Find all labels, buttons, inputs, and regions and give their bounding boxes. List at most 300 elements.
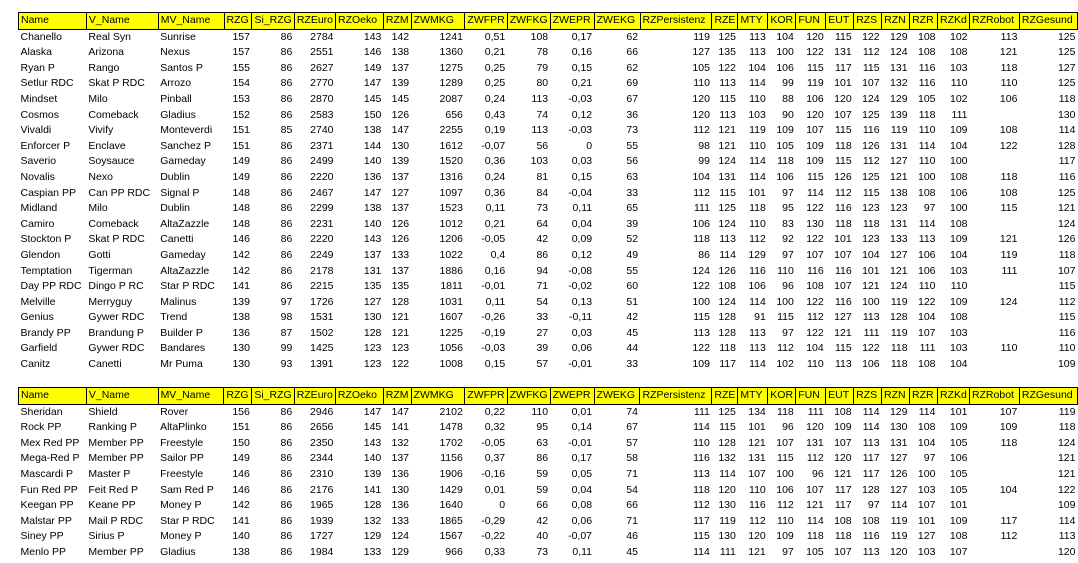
cell-rzm: 141 — [391, 421, 410, 434]
cell-rzn: 119 — [890, 295, 908, 308]
cell-rzgesund: 113 — [1058, 530, 1076, 543]
table-row — [19, 545, 1078, 561]
cell-kor: 115 — [777, 452, 794, 465]
table-row — [19, 483, 1078, 499]
cell-zwepr: -0,01 — [568, 436, 593, 449]
cell-zwfkg: 64 — [536, 217, 549, 230]
column-header-zwepr: ZWEPR — [550, 13, 594, 30]
cell-zwfkg: 40 — [536, 530, 549, 543]
cell-rze: 113 — [719, 77, 736, 90]
cell-rzn: 120 — [889, 545, 908, 558]
cell-v-name: Keane PP — [88, 499, 136, 512]
cell-mty: 116 — [749, 499, 766, 512]
column-header-rzrobot: RZRobot — [970, 13, 1020, 30]
cell-rzpersistenz: 100 — [692, 295, 710, 308]
cell-kor: 115 — [777, 311, 794, 324]
cell-rzr: 104 — [918, 311, 936, 324]
cell-fun: 109 — [806, 155, 824, 168]
cell-rzkd: 105 — [949, 483, 968, 496]
cell-si-rzg: 86 — [280, 170, 293, 183]
cell-rzg: 150 — [232, 436, 250, 449]
cell-mty: 110 — [749, 217, 766, 230]
cell-rze: 132 — [718, 452, 736, 465]
table-row — [19, 467, 1078, 483]
cell-v-name: Rango — [88, 61, 120, 74]
cell-zwekg: 67 — [626, 421, 638, 434]
cell-zwfpr: -0,07 — [481, 139, 506, 152]
table-row — [19, 123, 1078, 139]
cell-rzn: 121 — [890, 170, 908, 183]
cell-rzgesund: 121 — [1057, 467, 1076, 480]
cell-zwfpr: 0,4 — [490, 248, 506, 261]
column-header-zwepr: ZWEPR — [550, 388, 594, 405]
cell-rzs: 122 — [862, 30, 880, 43]
cell-name: Setlur RDC — [20, 77, 74, 90]
cell-rzeuro: 1939 — [310, 514, 334, 527]
cell-name: Sheridan — [20, 405, 63, 418]
cell-zwmkg: 966 — [445, 545, 463, 558]
cell-zwfpr: 0,01 — [484, 483, 506, 496]
column-header-kor: KOR — [768, 13, 796, 30]
cell-zwfkg: 81 — [536, 170, 549, 183]
cell-rzm: 135 — [391, 280, 410, 293]
cell-mty: 112 — [749, 514, 766, 527]
cell-zwfpr: -0,03 — [481, 342, 506, 355]
table-row — [19, 310, 1078, 326]
cell-si-rzg: 98 — [280, 311, 293, 324]
cell-rze: 130 — [718, 499, 736, 512]
cell-v-name: Milo — [88, 202, 108, 215]
cell-rzoeko: 140 — [363, 155, 382, 168]
cell-name: Midland — [20, 202, 58, 215]
cell-zwekg: 55 — [626, 139, 639, 152]
cell-rzm: 126 — [391, 217, 410, 230]
cell-mty: 121 — [748, 436, 766, 449]
cell-rzn: 118 — [890, 358, 908, 371]
cell-name: Cosmos — [20, 108, 60, 121]
cell-zwmkg: 1520 — [439, 155, 463, 168]
cell-rzm: 138 — [391, 46, 410, 59]
cell-zwmkg: 1640 — [439, 499, 463, 512]
cell-kor: 100 — [776, 467, 794, 480]
cell-rzrobot — [970, 310, 1020, 326]
cell-zwmkg: 1811 — [440, 280, 463, 293]
cell-name: Brandy PP — [20, 326, 71, 339]
cell-rzgesund: 120 — [1057, 545, 1076, 558]
cell-rzpersistenz: 119 — [693, 30, 710, 43]
cell-eut: 118 — [834, 217, 852, 230]
table-row — [19, 420, 1078, 436]
cell-v-name: Mail P RDC — [88, 514, 144, 527]
cell-rzrobot: 118 — [1000, 170, 1018, 183]
cell-eut: 107 — [834, 248, 852, 261]
cell-rzs: 123 — [862, 202, 880, 215]
cell-rzkd: 105 — [949, 436, 968, 449]
cell-rzeuro: 1965 — [310, 499, 334, 512]
cell-rzs: 100 — [862, 295, 880, 308]
table-row — [19, 92, 1078, 108]
cell-v-name: Member PP — [88, 436, 144, 449]
table-row — [19, 529, 1078, 545]
cell-zwekg: 62 — [626, 30, 639, 43]
cell-mty: 103 — [748, 108, 766, 121]
cell-kor: 88 — [782, 92, 794, 105]
cell-fun: 121 — [806, 499, 824, 512]
cell-mv-name: Sunrise — [160, 30, 196, 43]
cell-eut: 107 — [834, 280, 852, 293]
column-header-mty: MTY — [738, 13, 768, 30]
table-row — [19, 326, 1078, 342]
cell-rzpersistenz: 112 — [693, 499, 710, 512]
cell-zwekg: 58 — [626, 452, 638, 465]
cell-kor: 106 — [776, 170, 794, 183]
cell-mv-name: Freestyle — [160, 467, 204, 480]
cell-rze: 115 — [719, 421, 736, 434]
cell-rze: 124 — [718, 217, 736, 230]
cell-rzr: 103 — [917, 483, 936, 496]
cell-rzkd: 105 — [949, 467, 968, 480]
cell-rzn: 123 — [890, 202, 908, 215]
cell-rzrobot: 121 — [999, 233, 1018, 246]
cell-eut: 101 — [834, 77, 852, 90]
cell-fun: 114 — [807, 186, 824, 199]
cell-rzs: 121 — [862, 280, 880, 293]
cell-rzg: 142 — [232, 264, 250, 277]
cell-mty: 110 — [749, 139, 766, 152]
cell-mty: 101 — [748, 421, 766, 434]
cell-rze: 113 — [719, 233, 736, 246]
cell-mty: 114 — [749, 358, 766, 371]
cell-kor: 102 — [776, 358, 794, 371]
cell-zwepr: 0,08 — [571, 499, 593, 512]
cell-rzgesund: 125 — [1057, 46, 1076, 59]
cell-si-rzg: 86 — [280, 77, 293, 90]
cell-rzn: 129 — [889, 405, 908, 418]
cell-rzoeko: 133 — [363, 545, 382, 558]
cell-zwfpr: -0,01 — [481, 280, 506, 293]
cell-eut: 117 — [834, 499, 852, 512]
table-row — [19, 170, 1078, 186]
cell-zwepr: 0,05 — [571, 467, 593, 480]
cell-rzeuro: 1425 — [310, 342, 334, 355]
cell-rzn: 130 — [889, 421, 908, 434]
cell-rzpersistenz: 118 — [693, 483, 710, 496]
cell-rzg: 130 — [232, 342, 250, 355]
cell-rzoeko: 129 — [363, 530, 382, 543]
cell-zwepr: 0,06 — [571, 342, 593, 355]
cell-zwepr: -0,01 — [568, 358, 593, 371]
cell-zwfpr: 0,11 — [485, 202, 506, 215]
cell-rzm: 133 — [391, 514, 410, 527]
cell-rzn: 127 — [890, 248, 908, 261]
cell-zwfpr: 0,16 — [484, 264, 506, 277]
column-header-zwmkg: ZWMKG — [411, 388, 465, 405]
cell-rzkd: 104 — [949, 139, 968, 152]
cell-rzg: 157 — [232, 46, 250, 59]
cell-zwmkg: 2255 — [439, 124, 463, 137]
cell-rzn: 118 — [890, 342, 908, 355]
cell-rzrobot — [969, 498, 1019, 514]
cell-rzrobot: 122 — [999, 139, 1018, 152]
cell-fun: 115 — [807, 61, 824, 74]
cell-mv-name: Monteverdi — [160, 124, 213, 137]
cell-si-rzg: 86 — [280, 514, 293, 527]
table-row — [19, 248, 1078, 264]
cell-rzr: 105 — [918, 92, 936, 105]
cell-zwfpr: -0,29 — [481, 514, 506, 527]
cell-zwfpr: 0,25 — [484, 77, 506, 90]
column-header-rzgesund: RZGesund — [1019, 13, 1077, 30]
cell-rzgesund: 128 — [1057, 139, 1076, 152]
table-row — [19, 45, 1078, 61]
cell-rze: 128 — [718, 436, 736, 449]
cell-rze: 131 — [718, 170, 736, 183]
cell-rzeuro: 2784 — [310, 30, 334, 43]
cell-fun: 118 — [806, 530, 824, 543]
cell-rzrobot: 108 — [999, 124, 1018, 137]
cell-rzm: 137 — [391, 61, 410, 74]
cell-mty: 113 — [749, 326, 766, 339]
cell-rzg: 148 — [232, 202, 250, 215]
cell-zwekg: 33 — [626, 186, 639, 199]
cell-rzrobot: 124 — [999, 295, 1018, 308]
cell-rzoeko: 146 — [363, 46, 382, 59]
cell-rzeuro: 2344 — [310, 452, 334, 465]
data-table-top — [18, 12, 1078, 373]
cell-rzr: 108 — [918, 30, 936, 43]
cell-rzg: 151 — [232, 421, 250, 434]
cell-zwfkg: 42 — [536, 233, 549, 246]
cell-rzm: 130 — [391, 483, 410, 496]
cell-v-name: Dingo P RC — [88, 280, 144, 293]
cell-name: Mindset — [20, 92, 58, 105]
column-header-fun: FUN — [796, 13, 826, 30]
cell-name: Keegan PP — [20, 499, 74, 512]
column-header-rzeuro: RZEuro — [294, 388, 335, 405]
cell-zwekg: 67 — [626, 92, 639, 105]
cell-rzn: 128 — [890, 311, 908, 324]
table-row — [19, 108, 1078, 124]
cell-rzg: 138 — [232, 311, 250, 324]
cell-name: Day PP RDC — [20, 280, 82, 293]
cell-rzr: 108 — [918, 46, 936, 59]
column-header-zwekg: ZWEKG — [594, 388, 640, 405]
cell-kor: 106 — [776, 483, 794, 496]
column-header-name: Name — [19, 388, 87, 405]
cell-si-rzg: 86 — [280, 202, 293, 215]
cell-zwfkg: 86 — [536, 248, 549, 261]
cell-si-rzg: 86 — [280, 217, 293, 230]
cell-name: Rock PP — [20, 421, 62, 434]
cell-zwekg: 42 — [626, 311, 639, 324]
cell-rzkd: 110 — [950, 77, 968, 90]
cell-zwmkg: 1523 — [439, 202, 463, 215]
cell-rzgesund: 110 — [1058, 342, 1076, 355]
cell-rzg: 140 — [232, 530, 250, 543]
cell-v-name: Sirius P — [88, 530, 125, 543]
cell-name: Fun Red PP — [20, 483, 78, 496]
cell-rzgesund: 116 — [1058, 326, 1076, 339]
cell-zwmkg: 1429 — [439, 483, 463, 496]
column-header-zwfpr: ZWFPR — [465, 13, 507, 30]
column-header-rzg: RZG — [224, 13, 252, 30]
cell-zwfkg: 113 — [531, 124, 549, 137]
cell-zwekg: 33 — [626, 358, 639, 371]
cell-rzpersistenz: 115 — [693, 530, 710, 543]
column-header-rze: RZE — [712, 13, 738, 30]
cell-mty: 119 — [749, 124, 766, 137]
table-row — [19, 451, 1078, 467]
cell-rzeuro: 2310 — [310, 467, 334, 480]
cell-rze: 128 — [718, 311, 736, 324]
cell-eut: 112 — [834, 186, 852, 199]
cell-rzs: 112 — [862, 46, 880, 59]
cell-zwfkg: 59 — [536, 483, 549, 496]
cell-v-name: Soysauce — [88, 155, 135, 168]
cell-rzkd: 109 — [949, 421, 968, 434]
cell-mty: 114 — [749, 77, 766, 90]
cell-zwfpr: -0,22 — [481, 530, 506, 543]
cell-zwfkg: 42 — [536, 514, 549, 527]
cell-si-rzg: 86 — [280, 452, 293, 465]
cell-name: Enforcer P — [20, 139, 71, 152]
cell-zwekg: 52 — [626, 233, 639, 246]
cell-rzs: 115 — [862, 186, 880, 199]
cell-rzoeko: 143 — [363, 436, 382, 449]
table-row — [19, 436, 1078, 452]
cell-si-rzg: 86 — [280, 467, 293, 480]
cell-rzrobot: 121 — [999, 46, 1018, 59]
cell-name: Vivaldi — [20, 124, 52, 137]
cell-zwekg: 55 — [626, 264, 639, 277]
cell-kor: 109 — [776, 124, 794, 137]
cell-mty: 91 — [754, 311, 766, 324]
cell-kor: 99 — [782, 77, 794, 90]
cell-eut: 108 — [834, 405, 852, 418]
column-header-rzkd: RZKd — [938, 13, 970, 30]
cell-rzg: 142 — [232, 248, 250, 261]
cell-fun: 122 — [806, 233, 824, 246]
cell-zwepr: 0,03 — [571, 326, 593, 339]
cell-rzkd: 104 — [949, 248, 968, 261]
cell-rzg: 148 — [232, 217, 250, 230]
cell-rze: 125 — [718, 30, 736, 43]
cell-rzs: 108 — [862, 514, 880, 527]
cell-mty: 131 — [748, 452, 766, 465]
cell-rzs: 114 — [862, 405, 880, 418]
cell-si-rzg: 97 — [280, 295, 293, 308]
cell-zwekg: 60 — [626, 280, 639, 293]
cell-zwepr: 0,04 — [571, 483, 593, 496]
cell-zwfkg: 71 — [536, 280, 549, 293]
cell-si-rzg: 85 — [280, 124, 293, 137]
cell-rzs: 107 — [862, 77, 880, 90]
cell-rzm: 127 — [391, 186, 410, 199]
cell-kor: 96 — [782, 280, 794, 293]
cell-si-rzg: 86 — [280, 483, 293, 496]
column-header-zwfkg: ZWFKG — [507, 13, 550, 30]
cell-rzm: 122 — [391, 358, 410, 371]
cell-rzeuro: 1391 — [310, 358, 334, 371]
cell-zwmkg: 1612 — [439, 139, 463, 152]
cell-rzrobot — [970, 326, 1020, 342]
cell-rzgesund: 118 — [1058, 248, 1076, 261]
cell-si-rzg: 86 — [280, 248, 293, 261]
cell-rze: 111 — [719, 545, 736, 558]
cell-fun: 116 — [807, 264, 824, 277]
cell-kor: 118 — [777, 405, 794, 418]
cell-zwfkg: 73 — [536, 202, 549, 215]
cell-v-name: Nexo — [88, 170, 113, 183]
cell-rzs: 117 — [862, 467, 880, 480]
cell-rzpersistenz: 110 — [693, 436, 710, 449]
cell-zwmkg: 1289 — [439, 77, 463, 90]
cell-rzpersistenz: 104 — [692, 170, 710, 183]
cell-zwmkg: 1702 — [439, 436, 463, 449]
cell-fun: 107 — [806, 248, 824, 261]
cell-rzrobot — [970, 217, 1020, 233]
cell-zwfkg: 78 — [536, 46, 549, 59]
cell-rzn: 119 — [890, 514, 908, 527]
cell-zwekg: 74 — [626, 405, 638, 418]
cell-v-name: Gotti — [88, 248, 111, 261]
column-header-rzeuro: RZEuro — [294, 13, 335, 30]
cell-rzeuro: 2627 — [310, 61, 334, 74]
cell-rzm: 139 — [391, 155, 410, 168]
cell-mty: 107 — [748, 467, 766, 480]
cell-eut: 108 — [834, 514, 852, 527]
cell-zwepr: 0,12 — [571, 248, 593, 261]
cell-eut: 115 — [834, 342, 852, 355]
cell-rzrobot: 108 — [999, 186, 1018, 199]
cell-mv-name: Star P RDC — [160, 514, 215, 527]
cell-zwfkg: 57 — [536, 358, 549, 371]
cell-v-name: Arizona — [88, 46, 125, 59]
cell-zwepr: 0 — [586, 139, 593, 152]
column-header-rzr: RZR — [910, 388, 938, 405]
cell-rzrobot: 118 — [1000, 61, 1018, 74]
cell-rzs: 106 — [862, 358, 880, 371]
cell-rze: 124 — [718, 295, 736, 308]
column-header-v-name: V_Name — [86, 388, 158, 405]
cell-mv-name: Canetti — [160, 233, 194, 246]
header-row — [19, 13, 1078, 30]
column-header-rzoeko: RZOeko — [335, 388, 383, 405]
cell-rzn: 121 — [890, 264, 908, 277]
cell-rzr: 108 — [918, 358, 936, 371]
cell-kor: 97 — [782, 186, 794, 199]
cell-fun: 122 — [806, 46, 824, 59]
cell-zwmkg: 1886 — [439, 264, 463, 277]
cell-rze: 117 — [719, 358, 736, 371]
cell-rzs: 97 — [867, 499, 880, 512]
cell-si-rzg: 86 — [280, 139, 293, 152]
cell-rzrobot: 113 — [1000, 30, 1018, 43]
cell-eut: 127 — [834, 311, 852, 324]
cell-rzpersistenz: 115 — [693, 311, 710, 324]
cell-zwfkg: 103 — [530, 155, 549, 168]
cell-rzn: 119 — [890, 326, 908, 339]
cell-zwfpr: -0,26 — [481, 311, 506, 324]
cell-rzs: 115 — [862, 61, 880, 74]
cell-rzs: 114 — [862, 421, 880, 434]
cell-rzkd: 110 — [950, 280, 968, 293]
data-table-bottom — [18, 387, 1078, 561]
cell-si-rzg: 86 — [280, 499, 293, 512]
cell-rzs: 113 — [862, 545, 880, 558]
cell-eut: 121 — [834, 467, 852, 480]
cell-zwekg: 39 — [626, 217, 639, 230]
